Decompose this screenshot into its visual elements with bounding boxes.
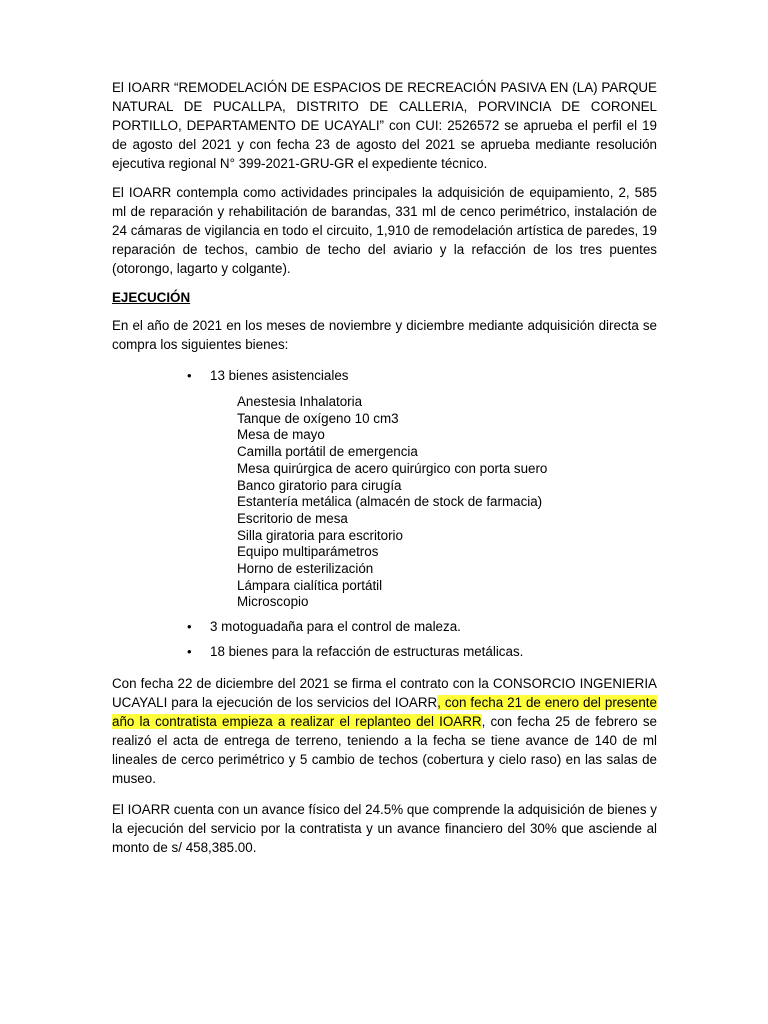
list-item-label: 18 bienes para la refacción de estructuras metálicas. [210, 644, 524, 660]
purchase-intro-paragraph: En el año de 2021 en los meses de noviembre y diciembre mediante adquisición directa se compra los siguientes bienes: [112, 318, 657, 352]
sublist-item: Mesa de mayo [237, 427, 325, 443]
section-heading-ejecucion: EJECUCIÓN [112, 290, 191, 305]
bullet-icon: • [187, 644, 192, 660]
sublist-item: Microscopio [237, 594, 309, 610]
sublist-item: Camilla portátil de emergencia [237, 444, 418, 460]
sublist-item: Estantería metálica (almacén de stock de farmacia) [237, 494, 543, 510]
medical-goods-sublist [210, 394, 657, 611]
bullet-icon: • [187, 368, 192, 383]
bullet-icon: • [187, 619, 192, 635]
list-item-label: 3 motoguadaña para el control de maleza. [210, 619, 461, 635]
intro-paragraph: El IOARR “REMODELACIÓN DE ESPACIOS DE RECREACIÓN PASIVA EN (LA) PARQUE NATURAL DE PUCALLPA, DISTRITO DE CALLERIA, PORVINCIA DE CORONEL PORTILLO, DEPARTAMENTO DE UCAYALI” con CUI: 2526572 se aprueba el perfil el 19 de agosto del 2021 y con fecha 23 de agosto del 2021 se aprueba mediante resolución ejecutiva regional N° 399-2021-GRU-GR el expediente técnico. [112, 80, 657, 171]
progress-paragraph: El IOARR cuenta con un avance físico del 24.5% que comprende la adquisición de bienes y la ejecución del servicio por la contratista y un avance financiero del 30% que asciende al monto de s/ 458,385.00. [112, 802, 657, 856]
list-item [112, 366, 657, 611]
activities-paragraph: El IOARR contempla como actividades principales la adquisición de equipamiento, 2, 585 ml de reparación y rehabilitación de barandas, 331 ml de cenco perimétrico, instalación de 24 cámaras de vigilancia en todo el circuito, 1,910 de remodelación artística de paredes, 19 reparación de techos, cambio de techo del aviario y la refacción de los tres puentes (otorongo, lagarto y colgante). [112, 185, 657, 276]
sublist-item: Silla giratoria para escritorio [237, 527, 403, 543]
contract-text-end: , con fecha 25 de febrero se realizó el acta de entrega de terreno, teniendo a la fecha se tiene avance de 140 de ml lineales de cerco perimétrico y 5 cambio de techos (cobertura y cielo raso) en las salas de museo. [112, 714, 657, 787]
sublist-item: Equipo multiparámetros [237, 544, 379, 560]
list-item [112, 642, 657, 661]
purchased-goods-list [112, 366, 657, 661]
list-item-label: 13 bienes asistenciales [210, 368, 349, 383]
sublist-item: Anestesia Inhalatoria [237, 394, 363, 409]
sublist-item: Escritorio de mesa [237, 510, 348, 526]
list-item [112, 617, 657, 636]
sublist-item: Horno de esterilización [237, 561, 374, 577]
contract-paragraph [112, 674, 657, 788]
highlighted-text: , con fecha 21 de enero del presente año la contratista empieza a realizar el replanteo del IOARR [112, 695, 657, 730]
document-page [112, 78, 657, 857]
sublist-item: Banco giratorio para cirugía [237, 477, 402, 493]
sublist-item: Tanque de oxígeno 10 cm3 [237, 410, 399, 426]
sublist-item: Mesa quirúrgica de acero quirúrgico con porta suero [237, 460, 548, 476]
contract-text-start: Con fecha 22 de diciembre del 2021 se firma el contrato con la CONSORCIO INGENIERIA UCAYALI para la ejecución de los servicios del IOARR [112, 676, 657, 711]
sublist-item: Lámpara cialítica portátil [237, 577, 383, 593]
